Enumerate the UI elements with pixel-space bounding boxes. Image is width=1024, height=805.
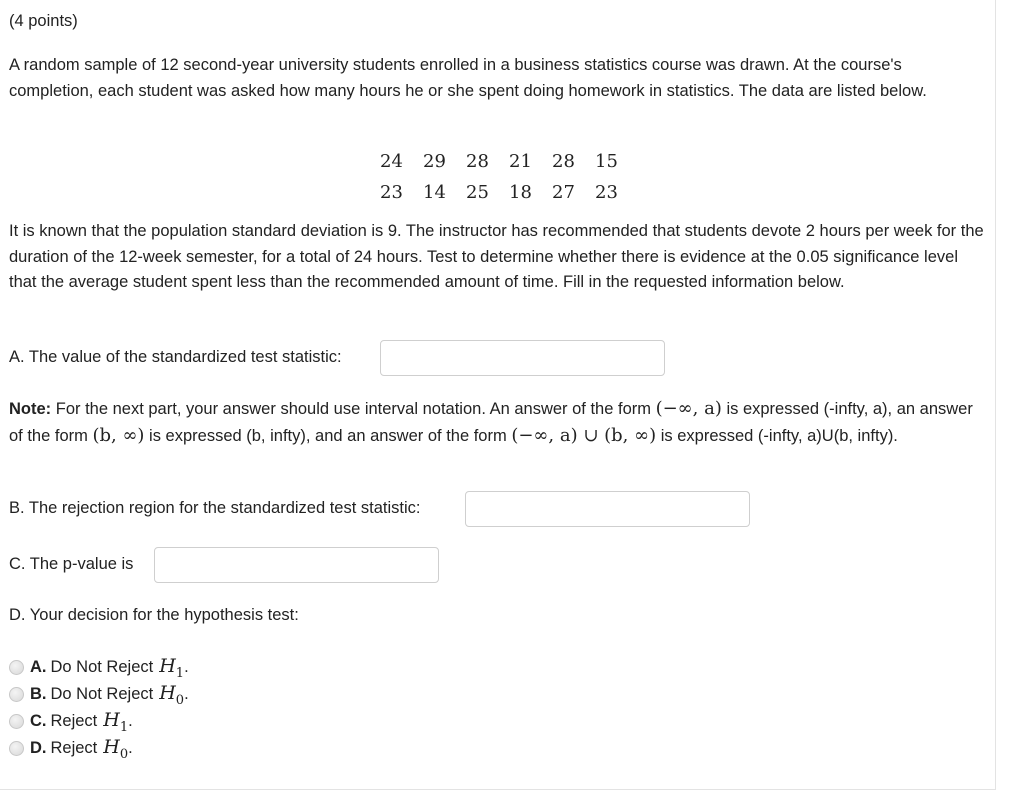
- question-b-label: B. The rejection region for the standardized test statistic:: [9, 499, 421, 517]
- data-cell: 18: [509, 182, 532, 203]
- note-text-3: is expressed (b, infty), and an answer of the form: [144, 426, 512, 445]
- data-table: [380, 146, 623, 208]
- option-letter: A.: [30, 658, 47, 676]
- data-cell: 21: [509, 151, 532, 172]
- decision-options: [9, 654, 189, 762]
- note-text-1: For the next part, your answer should use interval notation. An answer of the form: [51, 400, 656, 418]
- option-letter: D.: [30, 739, 47, 757]
- question-c-label: C. The p-value is: [9, 555, 134, 573]
- hypothesis-symbol: $H_0$: [159, 681, 185, 708]
- note-math-2: (b, ∞): [92, 424, 145, 446]
- instructions-paragraph: It is known that the population standard deviation is 9. The instructor has recommended that students devote 2 hours per week for the duration of the 12-week semester, for a total of 24 hours. Test to determine whether there is evidence at the 0.05 significance level that the average student spent less than the recommended amount of time. Fill in the requested information below.: [9, 222, 984, 291]
- note-bold: Note:: [9, 400, 52, 418]
- radio-button[interactable]: [9, 687, 24, 702]
- data-cell: 15: [595, 151, 618, 172]
- option-b[interactable]: B. Do Not Reject $H_0$ .: [9, 681, 189, 708]
- question-d-label: D. Your decision for the hypothesis test:: [9, 606, 299, 624]
- note-math-1: (−∞, a): [655, 398, 722, 419]
- data-row: [380, 146, 623, 177]
- option-c[interactable]: C. Reject $H_1$ .: [9, 708, 189, 735]
- radio-button[interactable]: [9, 660, 24, 675]
- note-paragraph: [9, 396, 984, 449]
- data-cell: 24: [380, 151, 403, 172]
- note-math-3: (−∞, a) ∪ (b, ∞): [511, 424, 657, 446]
- option-letter: B.: [30, 685, 47, 703]
- data-cell: 14: [423, 182, 446, 203]
- test-statistic-input[interactable]: [380, 340, 665, 376]
- data-cell: 25: [466, 182, 489, 203]
- p-value-input[interactable]: [154, 547, 439, 583]
- data-cell: 28: [552, 151, 575, 172]
- data-row: [380, 177, 623, 208]
- option-text: Reject: [50, 739, 98, 757]
- hypothesis-symbol: $H_1$: [159, 654, 185, 681]
- option-d[interactable]: D. Reject $H_0$ .: [9, 735, 189, 762]
- hypothesis-symbol: $H_0$: [103, 735, 129, 762]
- hypothesis-symbol: $H_1$: [103, 708, 129, 735]
- option-text: Do Not Reject: [50, 658, 154, 676]
- points-label: (4 points): [9, 12, 78, 30]
- data-cell: 29: [423, 151, 446, 172]
- option-letter: C.: [30, 712, 47, 730]
- question-a-label: A. The value of the standardized test statistic:: [9, 348, 342, 366]
- option-a[interactable]: A. Do Not Reject $H_1$ .: [9, 654, 189, 681]
- data-cell: 23: [595, 182, 618, 203]
- option-text: Do Not Reject: [50, 685, 154, 703]
- note-text-2: is expressed (-infty, a), an answer of the form: [9, 400, 973, 445]
- note-text-4: is expressed (-infty, a)U(b, infty).: [656, 426, 898, 445]
- data-cell: 27: [552, 182, 575, 203]
- data-cell: 23: [380, 182, 403, 203]
- intro-paragraph: A random sample of 12 second-year university students enrolled in a business statistics course was drawn. At the course's completion, each student was asked how many hours he or she spent doing homework in statistics. The data are listed below.: [9, 56, 927, 100]
- radio-button[interactable]: [9, 741, 24, 756]
- option-text: Reject: [50, 712, 98, 730]
- radio-button[interactable]: [9, 714, 24, 729]
- rejection-region-input[interactable]: [465, 491, 750, 527]
- data-cell: 28: [466, 151, 489, 172]
